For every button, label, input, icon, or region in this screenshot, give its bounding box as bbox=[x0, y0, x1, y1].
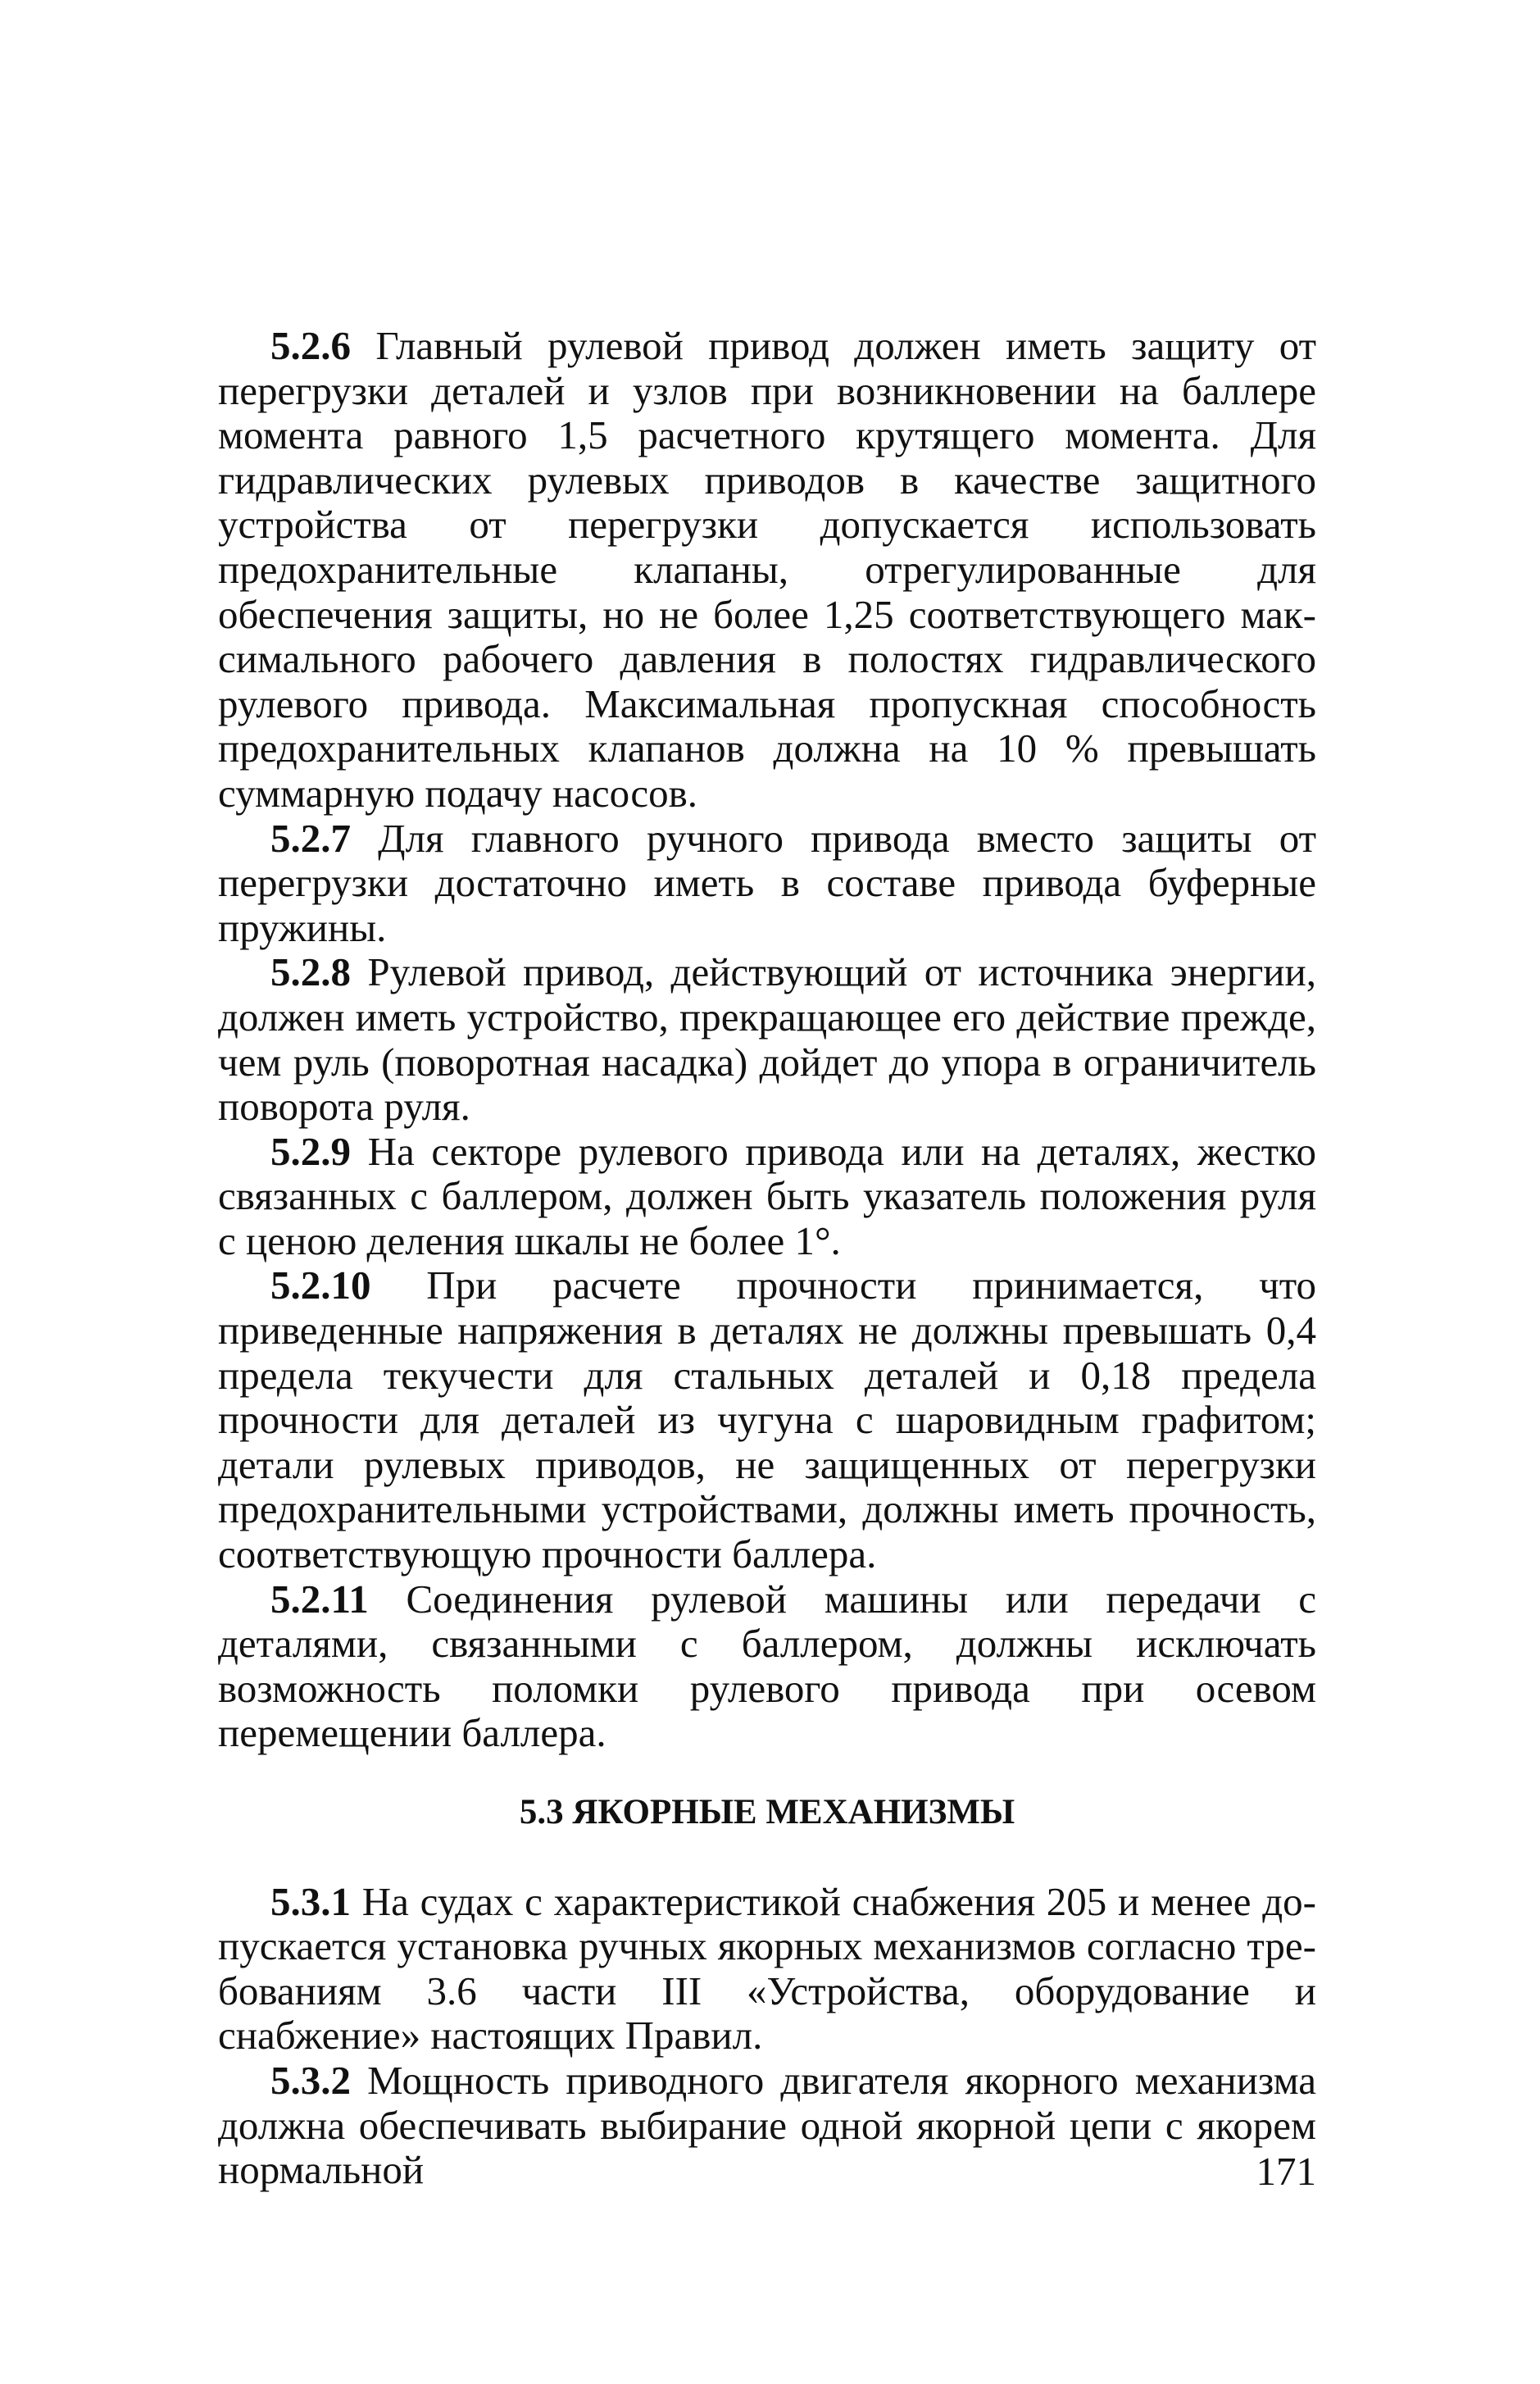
clause-number: 5.2.10 bbox=[270, 1263, 371, 1308]
page-number: 171 bbox=[1256, 2149, 1316, 2194]
clause-text: Мощность приводного двигателя якорного механизма должна обеспечивать выбирание одной якорной цепи с якорем нормальной bbox=[218, 2057, 1316, 2193]
paragraph-5-2-10 bbox=[218, 1263, 1316, 1576]
clause-number: 5.2.11 bbox=[270, 1576, 369, 1622]
clause-number: 5.2.8 bbox=[270, 949, 351, 995]
paragraph-5-2-7 bbox=[218, 817, 1316, 951]
paragraph-5-2-6 bbox=[218, 324, 1316, 817]
clause-number: 5.2.7 bbox=[270, 815, 351, 861]
paragraph-5-2-8 bbox=[218, 950, 1316, 1129]
paragraph-5-2-9 bbox=[218, 1130, 1316, 1264]
paragraph-5-2-11 bbox=[218, 1577, 1316, 1756]
clause-text: Соединения рулевой машины или передачи с деталями, связанными с баллером, должны исключать возможность поломки рулевого привода при осевом перемещении баллера. bbox=[218, 1576, 1316, 1756]
clause-text: При расчете прочности принимается, что приведенные напряжения в деталях не должны превышать 0,4 предела текучести для стальных деталей и 0,18 предела прочности для деталей из чугуна с шаровидным графитом; детали рулевых приводов, не защищенных от перегрузки предохранительными устройствами, должны иметь прочность, соответствующую прочности баллера. bbox=[218, 1263, 1316, 1577]
clause-text: Главный рулевой привод должен иметь защиту от перегрузки деталей и узлов при возникновении на баллере момента равного 1,5 расчетного крутящего момента. Для гидравлических рулевых приводов в качестве защитного устройства от перегрузки допускается использовать предохранительные клапаны, отрегулированные для обеспечения защиты, но не более 1,25 соответствующего максимального рабочего давления в полостях гидравлического рулевого привода. Максимальная пропускная способность предохранительных клапанов должна на 10 % превышать суммарную подачу насосов. bbox=[218, 323, 1316, 816]
clause-number: 5.3.1 bbox=[270, 1878, 351, 1924]
clause-number: 5.2.6 bbox=[270, 323, 351, 368]
clause-text: На секторе рулевого привода или на деталях, жестко связанных с баллером, должен быть указатель положения руля с ценою деления шкалы не более 1°. bbox=[218, 1128, 1316, 1263]
page-body bbox=[218, 324, 1316, 2193]
section-heading: 5.3 ЯКОРНЫЕ МЕХАНИЗМЫ bbox=[519, 1793, 1015, 1831]
clause-text: Для главного ручного привода вместо защиты от перегрузки достаточно иметь в составе привода буферные пружины. bbox=[218, 815, 1316, 950]
clause-text: Рулевой привод, действующий от источника энергии, должен иметь устройство, прекращающее его действие прежде, чем руль (поворотная насадка) дойдет до упора в ограничитель поворота руля. bbox=[218, 949, 1316, 1130]
clause-number: 5.2.9 bbox=[270, 1128, 351, 1174]
clause-number: 5.3.2 bbox=[270, 2057, 351, 2103]
clause-text: На судах с характеристикой снабжения 205 и менее допускается установка ручных якорных механизмов согласно требованиям 3.6 части III «Устройства, оборудование и снабжение» настоящих Правил. bbox=[218, 1878, 1316, 2059]
paragraph-5-3-1 bbox=[218, 1880, 1316, 2059]
